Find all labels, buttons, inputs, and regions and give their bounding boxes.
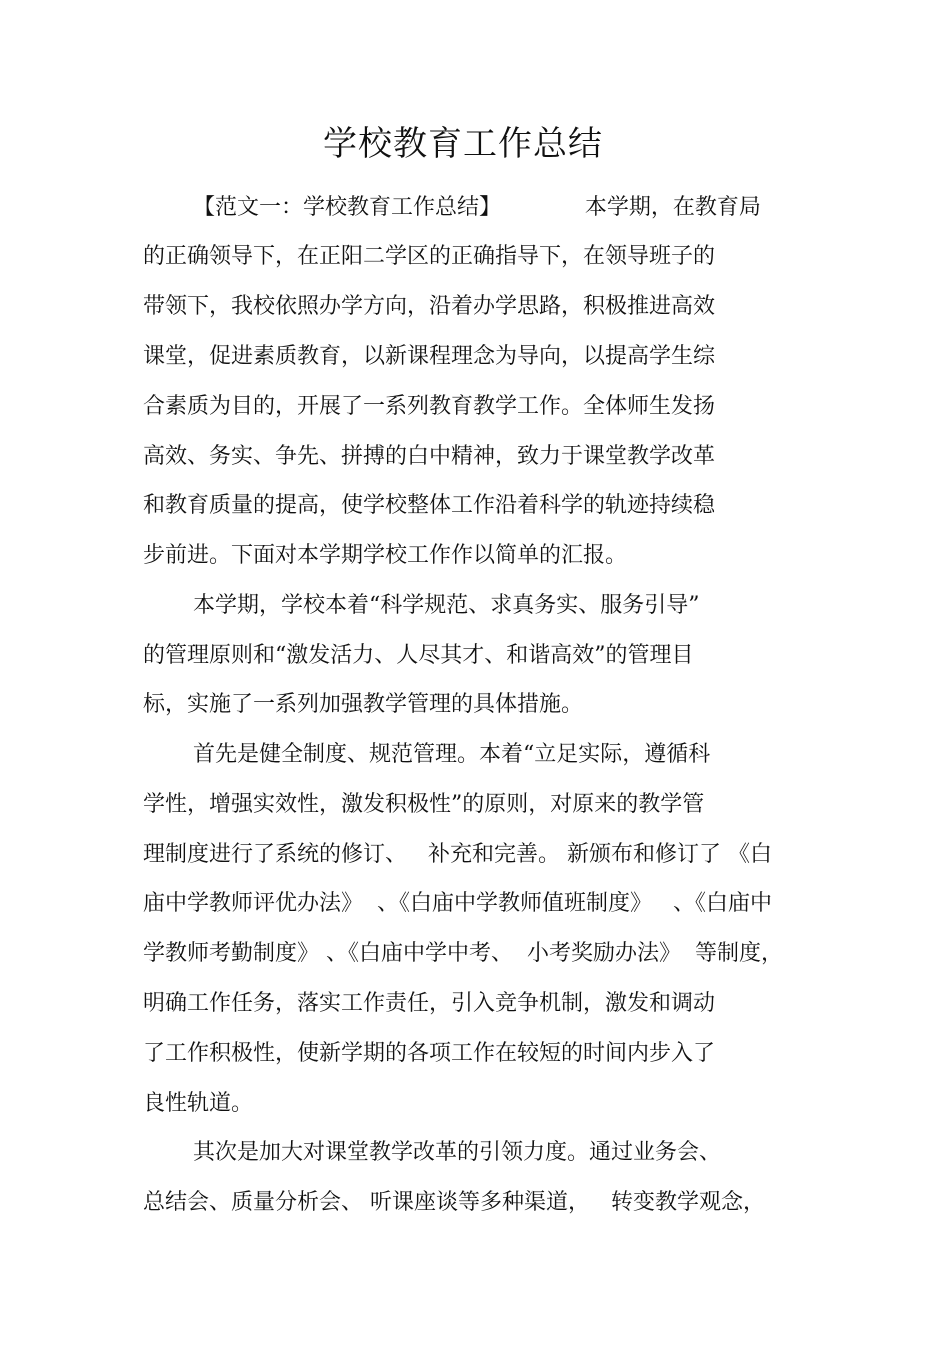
text-line-6: 高效、务实、争先、拼搏的白中精神，致力于课堂教学改革 <box>143 444 716 469</box>
text-line-4: 课堂，促进素质教育，以新课程理念为导向，以提高学生综 <box>143 344 716 369</box>
text-line-2: 的正确领导下，在正阳二学区的正确指导下，在领导班子的 <box>143 244 716 269</box>
text-line-15: 庙中学教师评优办法》 、《白庙中学教师值班制度》 、《白庙中 <box>143 891 772 916</box>
text-line-11: 标，实施了一系列加强教学管理的具体措施。 <box>143 692 584 717</box>
text-line-10: 的管理原则和“激发活力、人尽其才、和谐高效”的管理目 <box>143 643 694 668</box>
text-line-7: 和教育质量的提高，使学校整体工作沿着科学的轨迹持续稳 <box>143 493 716 518</box>
text-line-12: 首先是健全制度、规范管理。本着“立足实际，遵循科 <box>193 742 711 767</box>
text-line-14: 理制度进行了系统的修订、 补充和完善。 新颁布和修订了 《白 <box>143 842 772 867</box>
text-line-17: 明确工作任务，落实工作责任，引入竞争机制，激发和调动 <box>143 991 716 1016</box>
text-line-13: 学性，增强实效性，激发积极性”的原则，对原来的教学管 <box>143 792 705 817</box>
document-title: 学校教育工作总结 <box>323 124 603 164</box>
text-line-16: 学教师考勤制度》 、《白庙中学中考、 小考奖励办法》 等制度， <box>143 941 783 966</box>
text-line-3: 带领下，我校依照办学方向，沿着办学思路，积极推进高效 <box>143 294 716 319</box>
text-line-19: 良性轨道。 <box>143 1091 254 1116</box>
text-line-9: 本学期，学校本着“科学规范、求真务实、服务引导” <box>193 593 700 618</box>
text-line-8: 步前进。下面对本学期学校工作作以简单的汇报。 <box>143 543 628 568</box>
text-line-21: 总结会、质量分析会、 听课座谈等多种渠道， 转变教学观念， <box>143 1190 765 1215</box>
text-line-18: 了工作积极性，使新学期的各项工作在较短的时间内步入了 <box>143 1041 716 1066</box>
text-line-1: 【范文一：学校教育工作总结】 本学期，在教育局 <box>193 195 761 220</box>
text-line-20: 其次是加大对课堂教学改革的引领力度。通过业务会、 <box>193 1140 722 1165</box>
text-line-5: 合素质为目的，开展了一系列教育教学工作。全体师生发扬 <box>143 394 716 419</box>
